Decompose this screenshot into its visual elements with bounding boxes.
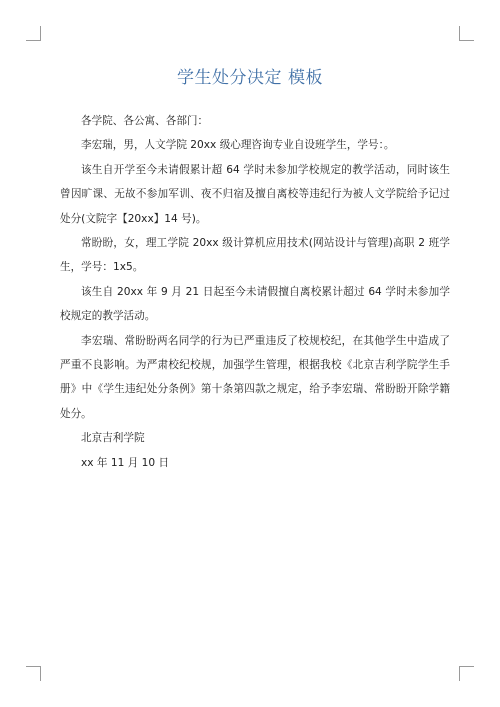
addressee-line: 各学院、各公寓、各部门： xyxy=(81,115,209,127)
document-title: 学生处分决定 模板 xyxy=(177,68,323,88)
crop-mark-top-right xyxy=(459,26,474,41)
crop-mark-top-left xyxy=(26,26,41,41)
issue-date: xx 年 11 月 10 日 xyxy=(81,456,170,469)
student-info-paragraph: 常盼盼，女，理工学院 20xx 级计算机应用技术(网站设计与管理)高职 2 班学生，学号：1x5。 xyxy=(60,237,450,274)
violation-paragraph: 该生自开学至今未请假累计超 64 学时未参加学校规定的教学活动，同时该生曾因旷课、无故不参加军训、夜不归宿及擅自离校等违纪行为被人文学院给予记过处分(文院字【20xx】14 号)。 xyxy=(60,163,450,225)
issuer-name: 北京吉利学院 xyxy=(81,432,145,445)
student-info-paragraph: 李宏瑞，男，人文学院 20xx 级心理咨询专业自设班学生，学号：。 xyxy=(81,139,395,152)
document-body xyxy=(60,109,450,475)
crop-mark-bottom-left xyxy=(26,666,41,681)
decision-paragraph: 李宏瑞、常盼盼两名同学的行为已严重违反了校规校纪，在其他学生中造成了严重不良影响。为严肃校纪校规，加强学生管理，根据我校《北京吉利学院学生手册》中《学生违纪处分条例》第十条第四款之规定，给予李宏瑞、常盼盼开除学籍处分。 xyxy=(60,334,450,420)
violation-paragraph: 该生自 20xx 年 9 月 21 日起至今未请假擅自离校累计超过 64 学时未参加学校规定的教学活动。 xyxy=(60,285,450,323)
crop-mark-bottom-right xyxy=(459,666,474,681)
